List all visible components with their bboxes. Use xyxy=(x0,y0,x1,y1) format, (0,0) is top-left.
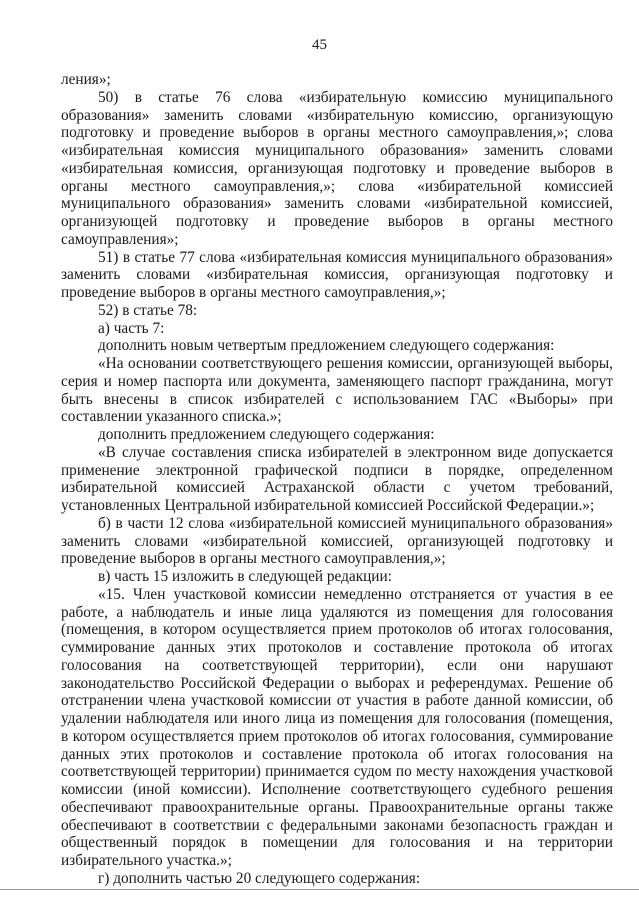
paragraph: дополнить новым четвертым предложением следующего содержания: xyxy=(98,337,555,355)
paragraph: 52) в статье 78: xyxy=(98,301,198,319)
paragraph: ления»; xyxy=(61,71,111,88)
paragraph: а) часть 7: xyxy=(98,319,165,337)
paragraph: 51) в статье 77 слова «избирательная комиссия муниципального образования» заменить словами «избирательная комиссия, организующая подготовку и проведение выборов в органы местного самоуправления,»; xyxy=(61,248,613,301)
paragraph: б) в части 12 слова «избирательной комиссией муниципального образования» заменить словами «избирательной комиссией, организующей подготовку и проведение выборов в органы местного самоуправления,»; xyxy=(61,514,613,568)
paragraph: 50) в статье 76 слова «избирательную комиссию муниципального образования» заменить словами «избирательную комиссию, организующую подготовку и проведение выборов в органы местного самоуправления,»; слова «избирательная комиссия муниципального образования» заменить словами «избирательная комиссия, организующая подготовку и проведение выборов в органы местного самоуправления,»; слова «избирательной комиссией муниципального образования» заменить словами «избирательной комиссией, организующей подготовку и проведение выборов в органы местного самоуправления»; xyxy=(61,88,613,248)
paragraph: г) дополнить частью 20 следующего содержания: xyxy=(98,869,421,887)
page-bottom-rule xyxy=(0,889,639,890)
document-body xyxy=(61,71,613,888)
paragraph: «15. Член участковой комиссии немедленно отстраняется от участия в ее работе, а наблюдатель и иные лица удаляются из помещения для голосования (помещения, в котором осуществляется прием протоколов об итогах голосования, суммирование данных этих протоколов и составление протокола об итогах голосования на соответствующей территории), если они нарушают законодательство Российской Федерации о выборах и референдумах. Решение об отстранении члена участковой комиссии от участия в работе данной комиссии, об удалении наблюдателя или иного лица из помещения для голосования (помещения, в котором осуществляется прием протоколов об итогах голосования, суммирование данных этих протоколов и составление протокола об итогах голосования на соответствующей территории) принимается судом по месту нахождения участковой комиссии (иной комиссии). Исполнение соответствующего судебного решения обеспечивают правоохранительные органы. Правоохранительные органы также обеспечивают в соответствии с федеральными законами безопасность граждан и общественный порядок в помещении для голосования и на территории избирательного участка.»; xyxy=(61,585,613,869)
page-number: 45 xyxy=(312,37,327,53)
paragraph: дополнить предложением следующего содержания: xyxy=(98,426,435,443)
paragraph: «На основании соответствующего решения комиссии, организующей выборы, серия и номер паспорта или документа, заменяющего паспорт гражданина, могут быть внесены в список избирателей с использованием ГАС «Выборы» при составлении указанного списка.»; xyxy=(61,355,613,426)
paragraph: «В случае составления списка избирателей в электронном виде допускается применение электронной графической подписи в порядке, определенном избирательной комиссией Астраханской области с учетом требований, установленных Центральной избирательной комиссией Российской Федерации.»; xyxy=(61,443,613,514)
paragraph: в) часть 15 изложить в следующей редакции: xyxy=(98,568,392,585)
